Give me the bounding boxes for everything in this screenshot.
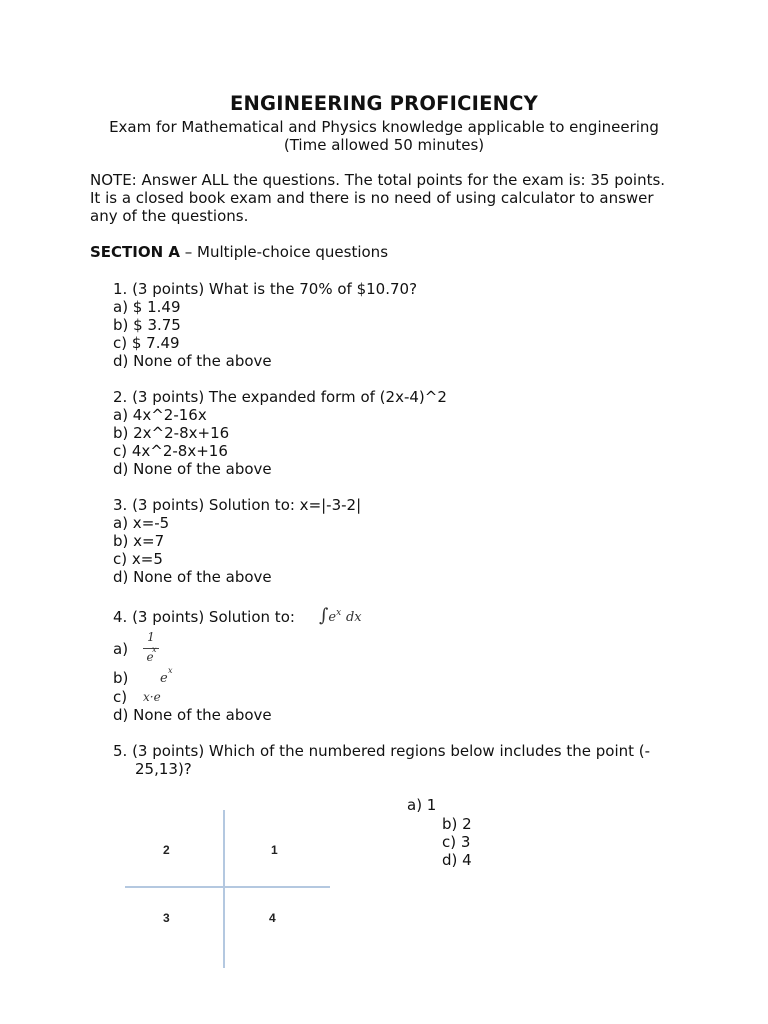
q4-option-a-denominator: e — [146, 650, 154, 664]
question-5-line2: 25,13)? — [135, 760, 192, 778]
section-label: SECTION A — [90, 243, 181, 261]
question-2: 2. (3 points) The expanded form of (2x-4)^2 — [113, 388, 447, 406]
q2-option-c: c) 4x^2-8x+16 — [113, 442, 228, 460]
q1-option-a: a) $ 1.49 — [113, 298, 181, 316]
q1-option-d: d) None of the above — [113, 352, 272, 370]
q4-option-a-den-exponent: x — [152, 645, 157, 654]
q4-option-b-exponent: x — [168, 666, 173, 675]
section-heading — [90, 243, 388, 261]
q4-option-d: d) None of the above — [113, 706, 272, 724]
note-line: NOTE: Answer ALL the questions. The total points for the exam is: 35 points. — [90, 171, 666, 189]
q5-option-d: d) 4 — [442, 851, 472, 869]
region-label-2: 2 — [163, 843, 170, 857]
region-label-3: 3 — [163, 911, 170, 925]
q4-option-a-label: a) — [113, 640, 129, 658]
q3-option-a: a) x=-5 — [113, 514, 170, 532]
q4-option-b-base: e — [160, 671, 168, 686]
integral-base: e — [328, 610, 337, 625]
q4-option-b-label: b) — [113, 669, 129, 687]
q1-option-c: c) $ 7.49 — [113, 334, 180, 352]
question-1: 1. (3 points) What is the 70% of $10.70? — [113, 280, 418, 298]
integral-formula — [319, 604, 362, 627]
q3-option-c: c) x=5 — [113, 550, 163, 568]
region-label-1: 1 — [271, 843, 278, 857]
region-label-4: 4 — [269, 911, 276, 925]
q2-option-b: b) 2x^2-8x+16 — [113, 424, 230, 442]
vertical-axis — [223, 810, 225, 968]
note-line: any of the questions. — [90, 207, 249, 225]
note-line: It is a closed book exam and there is no need of using calculator to answer — [90, 189, 654, 207]
q5-option-a: a) 1 — [407, 796, 437, 814]
q4-option-c-label: c) — [113, 688, 128, 706]
integral-exponent: x — [336, 608, 342, 618]
integral-dx: dx — [345, 610, 362, 625]
exam-note — [90, 171, 690, 225]
exam-subtitle: Exam for Mathematical and Physics knowledge applicable to engineering — [109, 118, 659, 136]
section-description: – Multiple-choice questions — [180, 243, 389, 261]
q3-option-b: b) x=7 — [113, 532, 165, 550]
question-5-line1: 5. (3 points) Which of the numbered regions below includes the point (- — [113, 742, 651, 760]
q5-option-c: c) 3 — [442, 833, 471, 851]
time-allowed: (Time allowed 50 minutes) — [283, 136, 485, 154]
horizontal-axis — [125, 886, 330, 888]
q2-option-d: d) None of the above — [113, 460, 272, 478]
question-3: 3. (3 points) Solution to: x=|-3-2| — [113, 496, 362, 514]
page-title: ENGINEERING PROFICIENCY — [230, 92, 538, 115]
q5-option-b: b) 2 — [442, 815, 472, 833]
integral-sign: ∫ — [319, 605, 329, 626]
q3-option-d: d) None of the above — [113, 568, 272, 586]
q4-option-a-numerator: 1 — [147, 630, 155, 644]
q2-option-a: a) 4x^2-16x — [113, 406, 207, 424]
question-4: 4. (3 points) Solution to: — [113, 608, 295, 626]
q1-option-b: b) $ 3.75 — [113, 316, 181, 334]
q4-option-c-value: x·e — [143, 690, 161, 704]
